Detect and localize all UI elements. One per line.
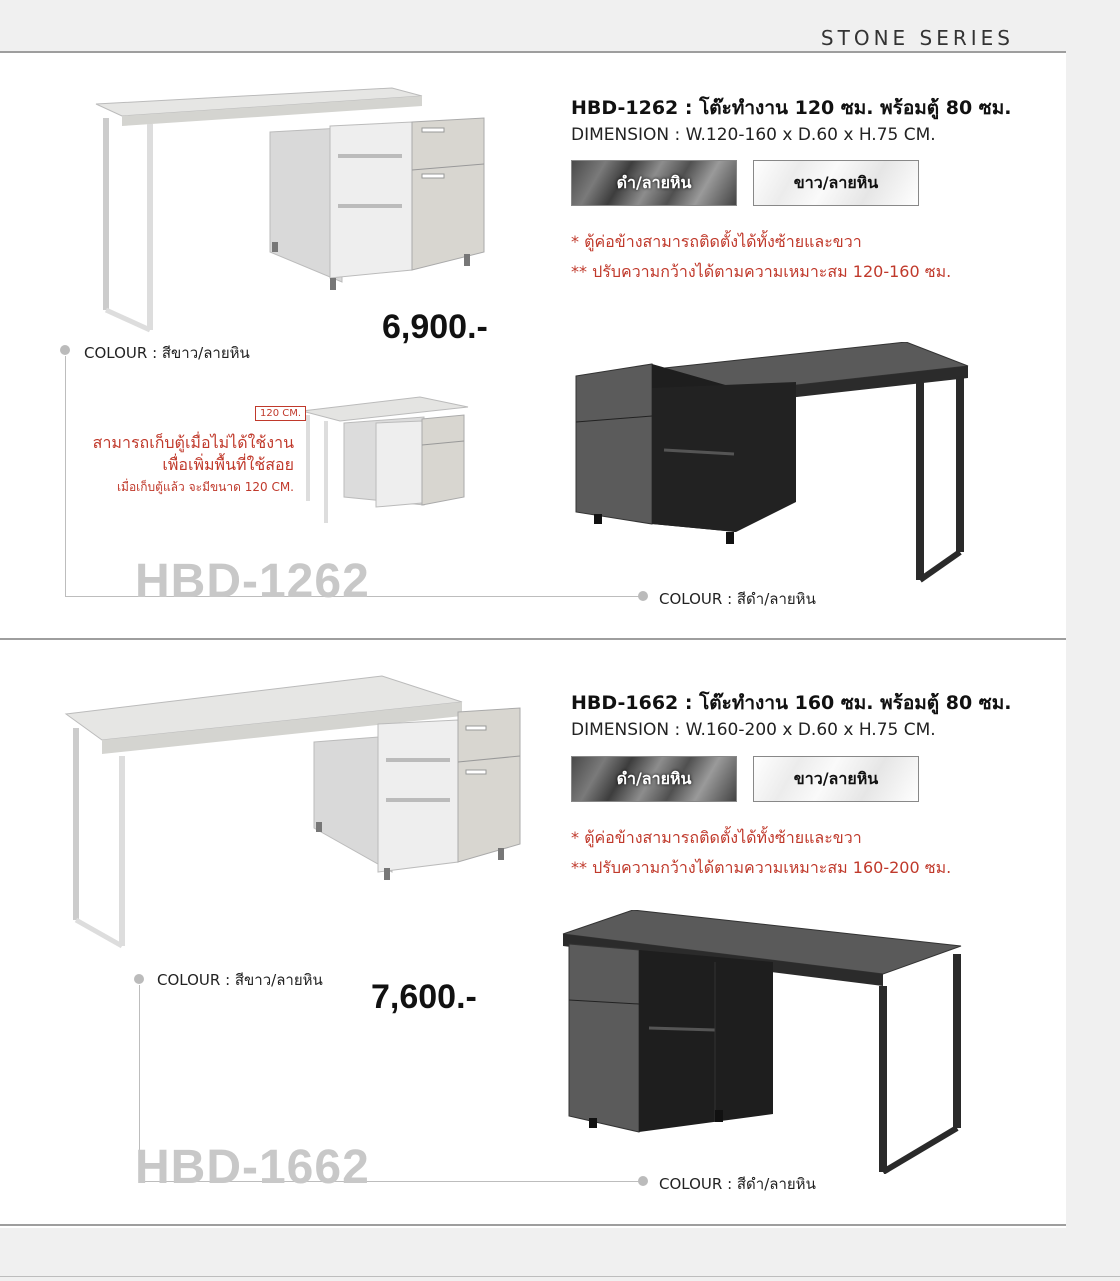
desk-white-image [62,672,542,962]
header-bar [0,0,1066,52]
connector-vertical [65,356,66,596]
storage-note-line1: สามารถเก็บตู้เมื่อไม่ได้ใช้งาน [92,433,294,452]
series-title: STONE SERIES [820,26,1014,50]
storage-note [93,432,294,498]
colour-black-label: COLOUR : สีดำ/ลายหิน [659,590,816,608]
note-adjustable: ** ปรับความกว้างได้ตามความเหมาะสม 160-200 ซม. [571,858,952,877]
model-watermark: HBD-1262 [135,555,370,608]
storage-note-line3: เมื่อเก็บตู้แล้ว จะมีขนาด 120 CM. [116,480,294,494]
desk-stored-image [300,393,470,525]
desk-black-image [553,910,973,1174]
swatch-black-stone: ดำ/ลายหิน [571,756,737,802]
colour-white-label: COLOUR : สีขาว/ลายหิน [157,971,323,989]
desk-white-image [92,82,532,342]
product-title: HBD-1662 : โต๊ะทำงาน 160 ซม. พร้อมตู้ 80 ซม. [571,692,1012,714]
colour-black-label: COLOUR : สีดำ/ลายหิน [659,1175,816,1193]
swatch-white-stone: ขาว/ลายหิน [753,756,919,802]
product-dimension: DIMENSION : W.120-160 x D.60 x H.75 CM. [571,125,936,145]
swatch-black-stone: ดำ/ลายหิน [571,160,737,206]
colour-bullet [60,345,70,355]
product-title: HBD-1262 : โต๊ะทำงาน 120 ซม. พร้อมตู้ 80 ซม. [571,97,1012,119]
swatch-white-stone: ขาว/ลายหิน [753,160,919,206]
bottom-divider [0,1224,1066,1226]
note-reversible: * ตู้ค่อข้างสามารถติดตั้งได้ทั้งซ้ายและขวา [571,828,862,847]
price: 7,600.- [371,978,477,1016]
colour-bullet [134,974,144,984]
colour-bullet [638,1176,648,1186]
desk-black-image [566,342,976,592]
model-watermark: HBD-1662 [135,1141,370,1194]
note-adjustable: ** ปรับความกว้างได้ตามความเหมาะสม 120-160 ซม. [571,262,952,281]
footer-band [0,1228,1120,1281]
storage-badge: 120 CM. [255,406,306,421]
colour-white-label: COLOUR : สีขาว/ลายหิน [84,344,250,362]
price: 6,900.- [382,308,488,346]
storage-note-line2: เพื่อเพิ่มพื้นที่ใช้สอย [162,455,294,474]
product-dimension: DIMENSION : W.160-200 x D.60 x H.75 CM. [571,720,936,740]
right-margin [1066,0,1120,1281]
section-divider [0,638,1066,640]
colour-bullet [638,591,648,601]
note-reversible: * ตู้ค่อข้างสามารถติดตั้งได้ทั้งซ้ายและขวา [571,232,862,251]
top-divider [0,51,1066,53]
